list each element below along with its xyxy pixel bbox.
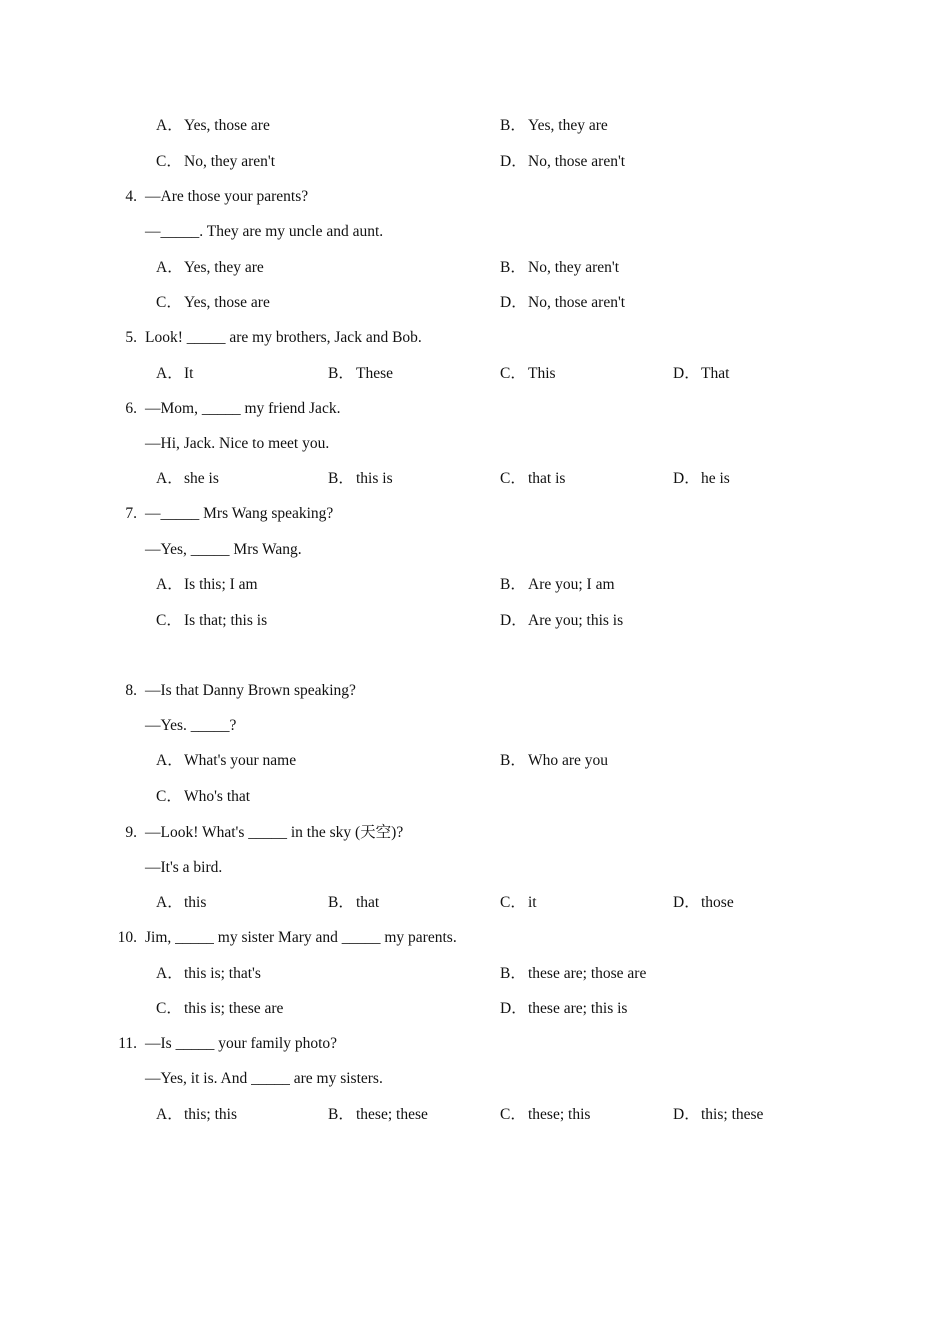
option-b[interactable]: B． Are you; I am <box>500 576 615 593</box>
option-b[interactable]: B． this is <box>328 470 393 487</box>
option-c[interactable]: C． Who's that <box>156 788 251 805</box>
option-a[interactable]: A．What's your name <box>156 752 297 769</box>
option-a[interactable]: A．this; this <box>156 1106 237 1123</box>
question-number: 11. <box>118 1035 137 1052</box>
option-b[interactable]: B． No, they aren't <box>500 259 620 276</box>
option-b[interactable]: B． Yes, they are <box>500 117 608 134</box>
option-a[interactable]: A．Yes, they are <box>156 259 264 276</box>
option-d[interactable]: D．those <box>673 894 734 911</box>
option-c[interactable]: C． This <box>500 365 556 382</box>
option-c[interactable]: C． that is <box>500 470 566 487</box>
option-a[interactable]: A．this <box>156 894 207 911</box>
option-a[interactable]: A．she is <box>156 470 219 487</box>
option-c[interactable]: C． this is; these are <box>156 1000 284 1017</box>
question-number: 5. <box>125 329 137 346</box>
question-stem-line-2: —Hi, Jack. Nice to meet you. <box>145 435 330 452</box>
question-stem-line-1: Jim, _____ my sister Mary and _____ my parents. <box>145 929 457 946</box>
option-d[interactable]: D．he is <box>673 470 730 487</box>
question-number: 9. <box>125 824 137 841</box>
question-stem-line-1: —Is _____ your family photo? <box>145 1035 338 1052</box>
question-stem-line-2: —Yes. _____? <box>145 717 237 734</box>
question-stem-line-1: —_____ Mrs Wang speaking? <box>145 505 334 522</box>
option-d[interactable]: D．That <box>673 365 730 382</box>
question-number: 10. <box>117 929 137 946</box>
question-stem-line-1: Look! _____ are my brothers, Jack and Bob. <box>145 329 422 346</box>
question-stem-line-1: —Mom, _____ my friend Jack. <box>145 400 341 417</box>
question-number: 7. <box>125 505 137 522</box>
option-d[interactable]: D．this; these <box>673 1106 764 1123</box>
question-stem-line-2: —Yes, _____ Mrs Wang. <box>145 541 302 558</box>
question-stem-line-2: —It's a bird. <box>145 859 223 876</box>
option-a[interactable]: A．Is this; I am <box>156 576 258 593</box>
option-b[interactable]: B． these are; those are <box>500 965 647 982</box>
option-c[interactable]: C． Yes, those are <box>156 294 270 311</box>
question-number: 8. <box>125 682 137 699</box>
option-c[interactable]: C． Is that; this is <box>156 612 268 629</box>
option-b[interactable]: B． that <box>328 894 380 911</box>
question-stem-line-1: —Is that Danny Brown speaking? <box>145 682 356 699</box>
question-number: 4. <box>125 188 137 205</box>
question-stem-line-1: —Look! What's _____ in the sky (天空)? <box>145 824 404 841</box>
option-c[interactable]: C． these; this <box>500 1106 591 1123</box>
option-a[interactable]: A．this is; that's <box>156 965 261 982</box>
option-d[interactable]: D．Are you; this is <box>500 612 624 629</box>
question-number: 6. <box>125 400 137 417</box>
question-stem-line-2: —_____. They are my uncle and aunt. <box>145 223 384 240</box>
option-a[interactable]: A．It <box>156 365 194 382</box>
option-a[interactable]: A．Yes, those are <box>156 117 270 134</box>
option-d[interactable]: D．No, those aren't <box>500 153 626 170</box>
option-c[interactable]: C． it <box>500 894 537 911</box>
option-b[interactable]: B． these; these <box>328 1106 428 1123</box>
option-c[interactable]: C． No, they aren't <box>156 153 276 170</box>
option-b[interactable]: B． Who are you <box>500 752 609 769</box>
option-d[interactable]: D．No, those aren't <box>500 294 626 311</box>
question-stem-line-2: —Yes, it is. And _____ are my sisters. <box>145 1070 383 1087</box>
question-stem-line-1: —Are those your parents? <box>145 188 309 205</box>
option-b[interactable]: B． These <box>328 365 394 382</box>
option-d[interactable]: D．these are; this is <box>500 1000 628 1017</box>
